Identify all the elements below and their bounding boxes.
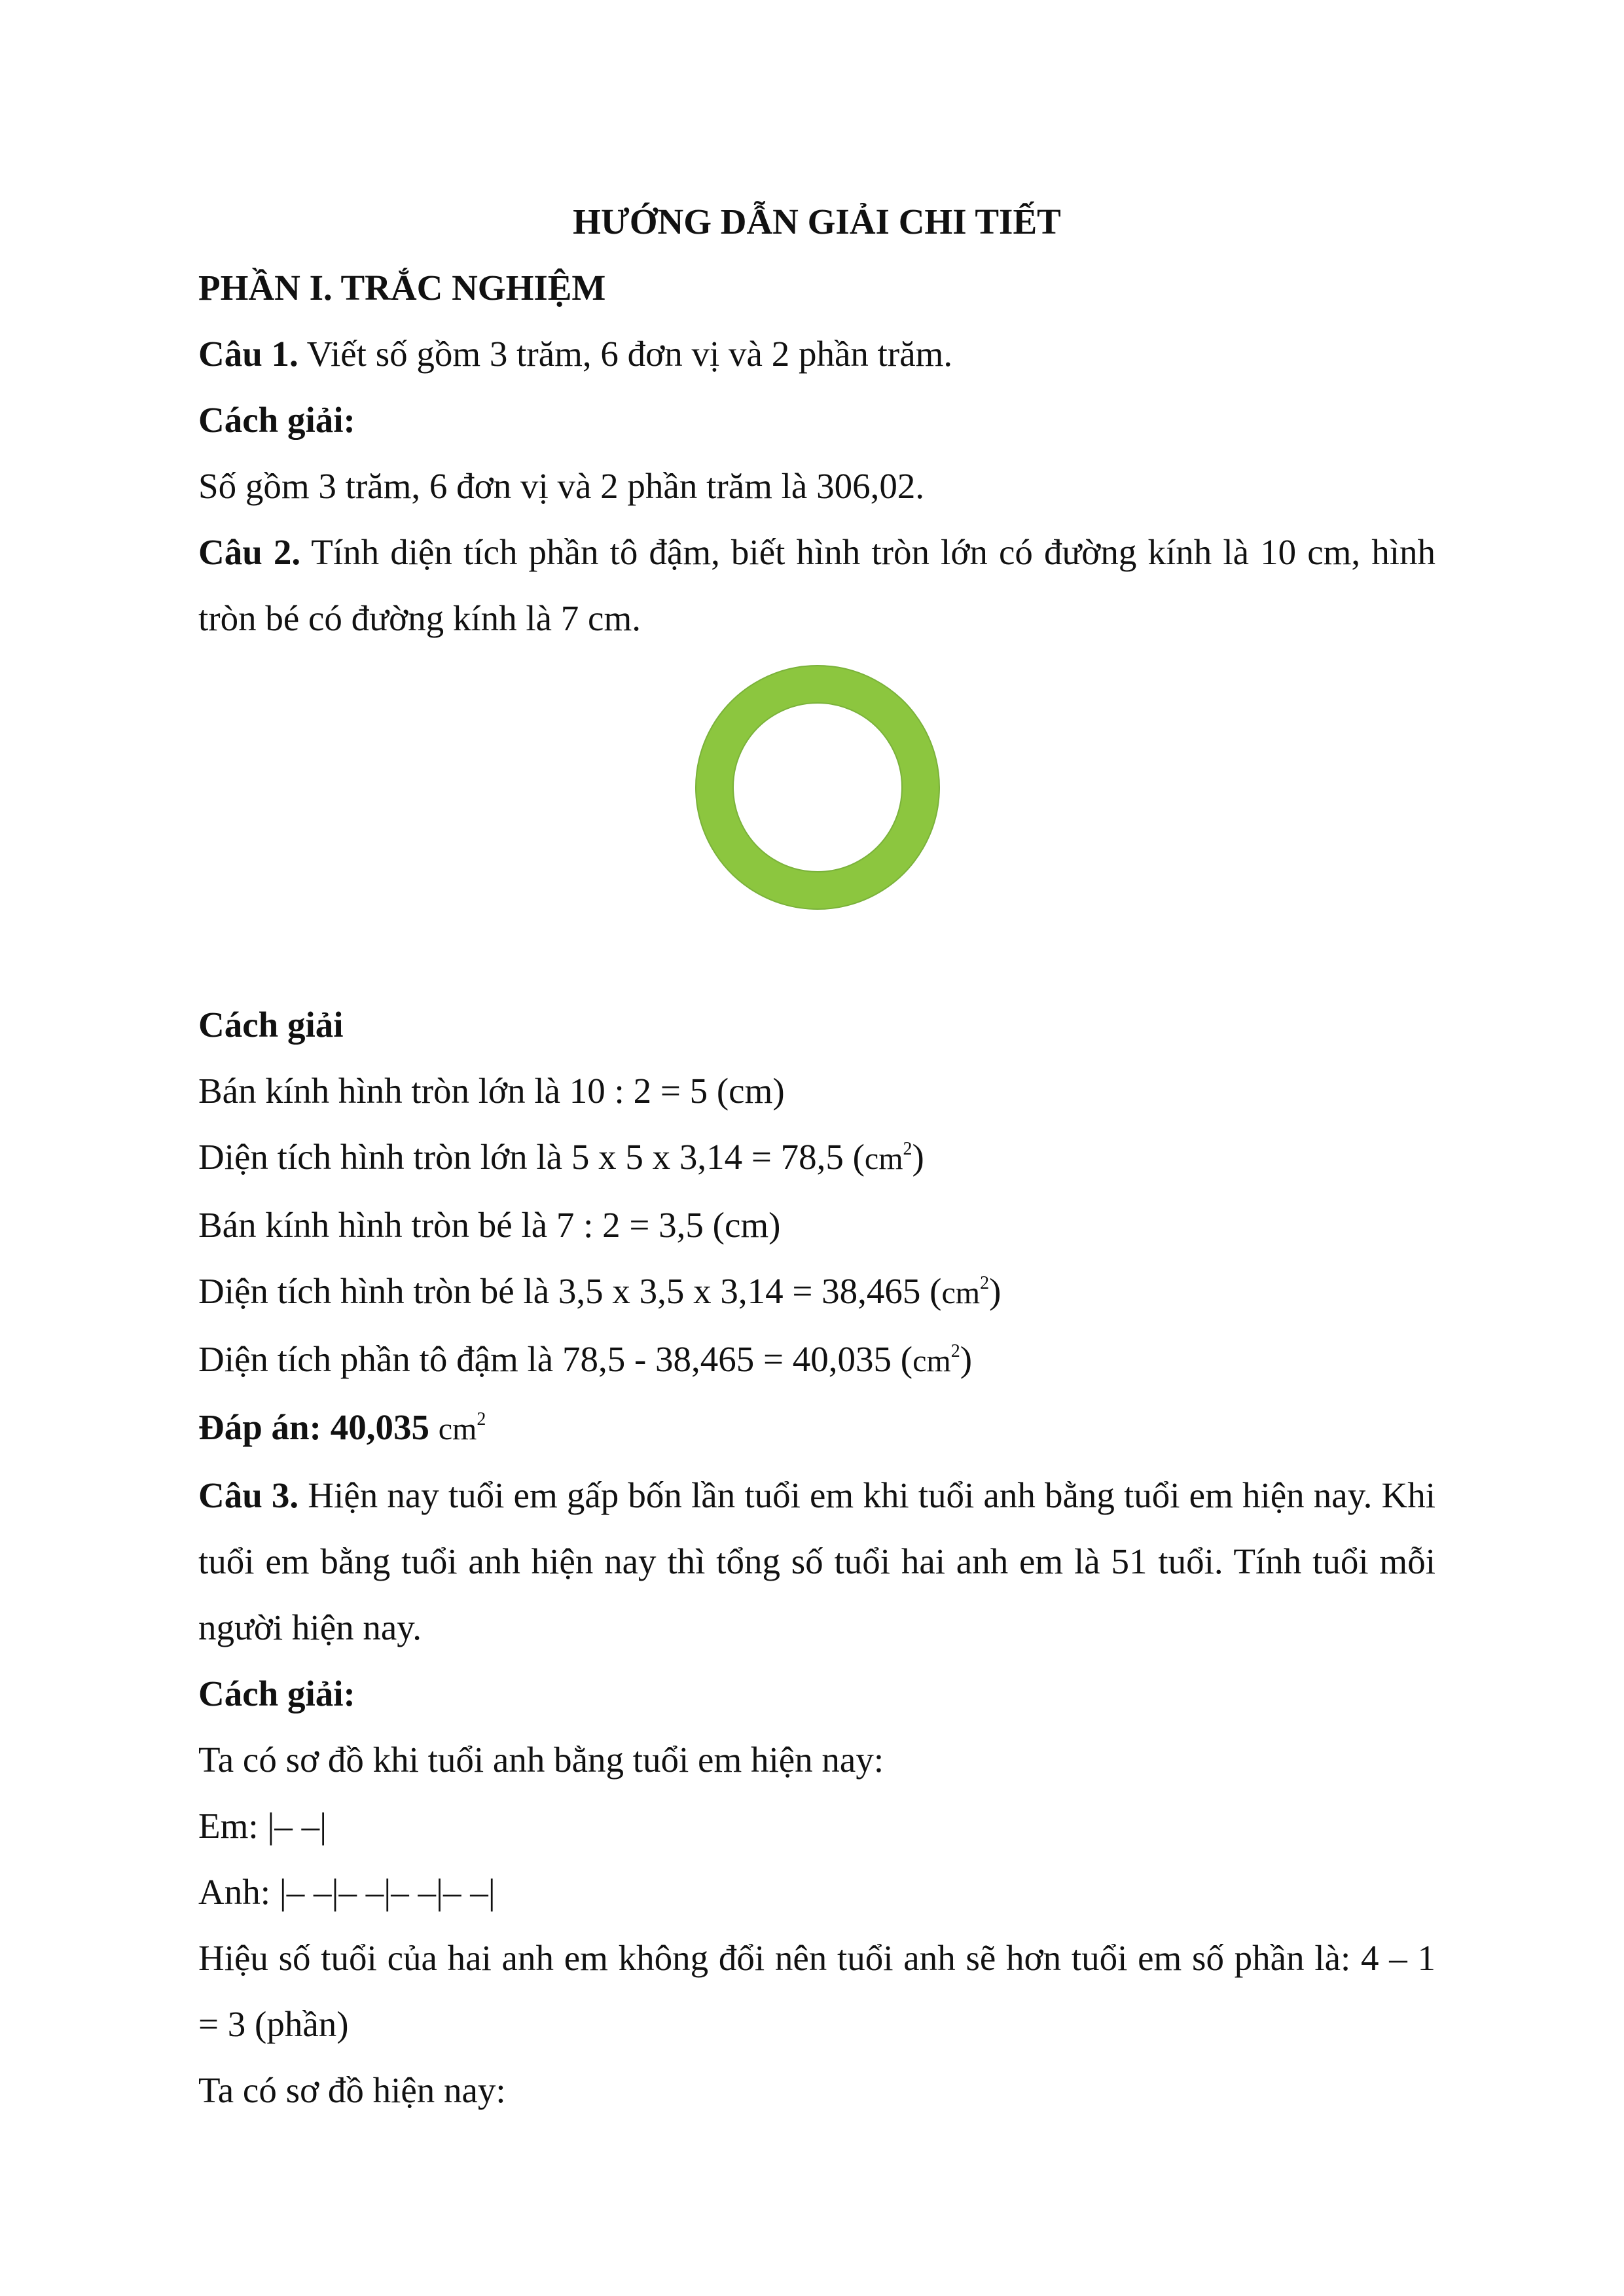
document-content	[198, 188, 1435, 2123]
question-3-line-3: Ta có sơ đồ hiện nay:	[198, 2070, 506, 2110]
question-3-solution-label: Cách giải:	[198, 1674, 355, 1713]
question-2-solution-label: Cách giải	[198, 1005, 344, 1045]
question-1-solution-label: Cách giải:	[198, 400, 355, 440]
question-2-line-1: Bán kính hình tròn lớn là 10 : 2 = 5 (cm)	[198, 1071, 785, 1111]
unit-cm2: $cm^2$	[941, 1273, 990, 1310]
question-3-label: Câu 3.	[198, 1475, 299, 1515]
question-3	[198, 1462, 1435, 1660]
question-2	[198, 519, 1435, 651]
unit-cm2: $cm^2$	[912, 1341, 960, 1378]
section-heading: PHẦN I. TRẮC NGHIỆM	[198, 268, 606, 308]
diagram-anh: Anh: |– –|– –|– –|– –|	[198, 1872, 496, 1912]
ring-shape	[693, 663, 942, 912]
question-1-solution: Số gồm 3 trăm, 6 đơn vị và 2 phần trăm là 306,02.	[198, 466, 925, 506]
question-3-line-2: Hiệu số tuổi của hai anh em không đổi nên tuổi anh sẽ hơn tuổi em số phần là: 4 – 1 = 3 (phần)	[198, 1938, 1435, 2044]
question-2-line-4: Diện tích hình tròn bé là 3,5 x 3,5 x 3,14 = 38,465 $(cm^2)$	[198, 1271, 1001, 1311]
diagram-em: Em: |– –|	[198, 1806, 327, 1846]
question-2-answer: Đáp án: 40,035 $cm^2$	[198, 1407, 486, 1447]
question-2-label: Câu 2.	[198, 532, 301, 572]
question-1-label: Câu 1.	[198, 334, 298, 374]
unit-cm2: $cm^2$	[864, 1139, 912, 1176]
shaded-ring	[696, 666, 939, 909]
question-1	[198, 321, 1435, 387]
question-2-line-5: Diện tích phần tô đậm là 78,5 - 38,465 = 40,035 $(cm^2)$	[198, 1339, 973, 1379]
page-title: HƯỚNG DẪN GIẢI CHI TIẾT	[573, 202, 1061, 242]
ring-figure	[198, 651, 1435, 992]
question-3-text: Hiện nay tuổi em gấp bốn lần tuổi em khi tuổi anh bằng tuổi em hiện nay. Khi tuổi em bằng tuổi anh hiện nay thì tổng số tuổi hai anh em là 51 tuổi. Tính tuổi mỗi người hiện nay.	[198, 1475, 1436, 1647]
question-1-text: Viết số gồm 3 trăm, 6 đơn vị và 2 phần trăm.	[298, 334, 953, 374]
question-2-text: Tính diện tích phần tô đậm, biết hình tròn lớn có đường kính là 10 cm, hình tròn bé có đường kính là 7 cm.	[198, 532, 1436, 638]
question-2-line-3: Bán kính hình tròn bé là 7 : 2 = 3,5 (cm)	[198, 1205, 781, 1245]
unit-cm2: $cm^2$	[438, 1409, 486, 1446]
question-3-line-1: Ta có sơ đồ khi tuổi anh bằng tuổi em hiện nay:	[198, 1740, 884, 1780]
question-2-line-2: Diện tích hình tròn lớn là 5 x 5 x 3,14 = 78,5 $(cm^2)$	[198, 1137, 924, 1177]
